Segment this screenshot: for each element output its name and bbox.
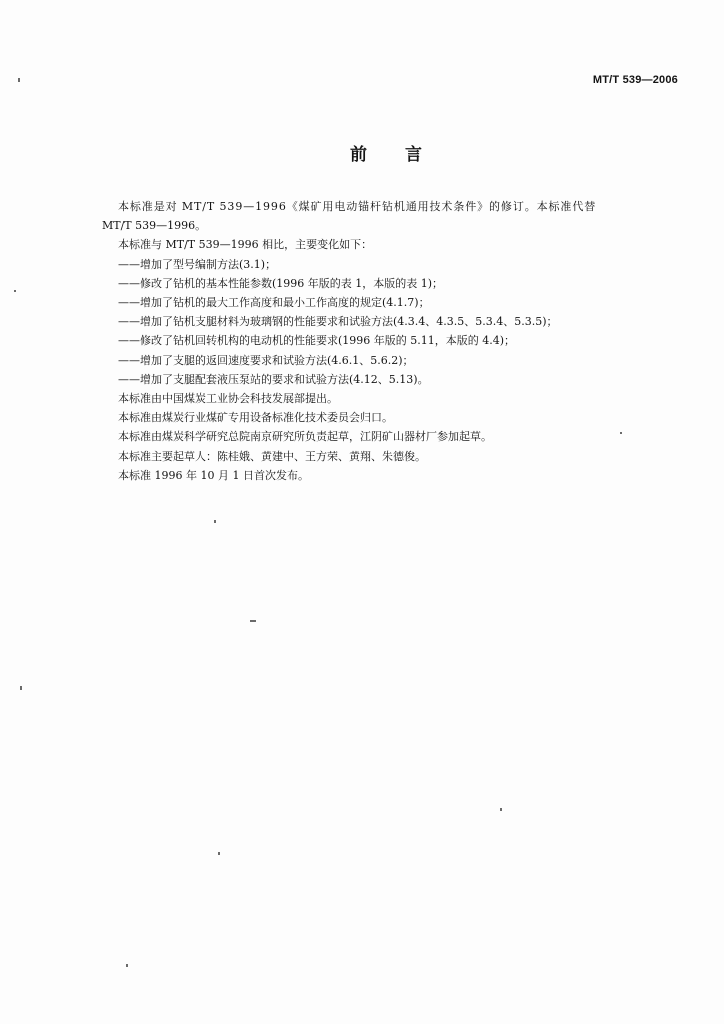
scan-speck (500, 808, 502, 811)
scan-speck (20, 686, 22, 690)
scan-speck (18, 78, 20, 82)
change-item: ——增加了支腿的返回速度要求和试验方法(4.6.1、5.6.2)； (118, 353, 414, 367)
intro-paragraph-line1: 本标准是对 MT/T 539—1996《煤矿用电动锚杆钻机通用技术条件》的修订。本标准代替 (118, 200, 597, 213)
change-item: ——修改了钻机回转机构的电动机的性能要求(1996 年版的 5.11，本版的 4.4)； (118, 334, 516, 348)
change-item: ——增加了钻机支腿材料为玻璃钢的性能要求和试验方法(4.3.4、4.3.5、5.3.4、5.3.5)； (118, 315, 558, 329)
scan-speck (218, 852, 220, 855)
page-title: 前言 (350, 145, 460, 165)
change-item: ——增加了型号编制方法(3.1)； (118, 257, 277, 271)
scan-speck (126, 964, 128, 967)
proposed-by-paragraph: 本标准由中国煤炭工业协会科技发展部提出。 (118, 392, 338, 406)
foreword-body (0, 197, 724, 485)
managed-by-paragraph: 本标准由煤炭行业煤矿专用设备标准化技术委员会归口。 (118, 411, 393, 425)
first-issued-paragraph: 本标准 1996 年 10 月 1 日首次发布。 (118, 468, 309, 482)
changes-lead: 本标准与 MT/T 539—1996 相比，主要变化如下： (118, 238, 373, 252)
change-item: ——增加了钻机的最大工作高度和最小工作高度的规定(4.1.7)； (118, 296, 430, 310)
intro-paragraph-line2: MT/T 539—1996。 (102, 219, 207, 233)
scan-speck (14, 290, 16, 292)
drafters-paragraph: 本标准主要起草人：陈桂娥、黄建中、王方荣、黄翔、朱德俊。 (118, 449, 426, 463)
scan-speck (620, 432, 622, 434)
scan-speck (250, 620, 256, 622)
standard-code-header: MT/T 539—2006 (592, 74, 678, 86)
drafted-by-paragraph: 本标准由煤炭科学研究总院南京研究所负责起草，江阴矿山器材厂参加起草。 (118, 430, 492, 444)
scan-speck (214, 520, 216, 523)
change-item: ——修改了钻机的基本性能参数(1996 年版的表 1，本版的表 1)； (118, 276, 444, 290)
change-item: ——增加了支腿配套液压泵站的要求和试验方法(4.12、5.13)。 (118, 372, 429, 386)
